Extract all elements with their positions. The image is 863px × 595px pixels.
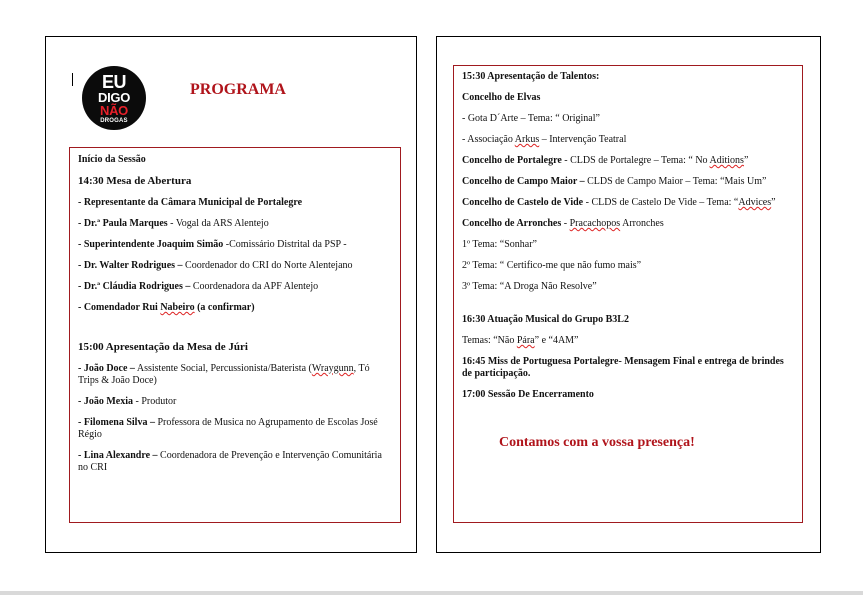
page-right xyxy=(436,36,821,553)
opening-item: - Dr.ª Cláudia Rodrigues – Coordenadora da APF Alentejo xyxy=(78,281,319,292)
program-box-left xyxy=(69,147,401,523)
logo-line-4: DROGAS xyxy=(100,117,128,124)
opening-item: - Superintendente Joaquim Simão -Comissário Distrital da PSP - xyxy=(78,239,347,250)
talents-heading: 15:30 Apresentação de Talentos: xyxy=(462,71,600,82)
miss-heading: 16:45 Miss de Portuguesa Portalegre- Mensagem Final e entrega de brindes de participação. xyxy=(462,356,784,379)
spacer xyxy=(462,302,794,314)
arronches-theme: 2º Tema: “ Certifico-me que não fumo mais” xyxy=(462,260,642,271)
closing-session: 17:00 Sessão De Encerramento xyxy=(462,389,594,400)
opening-heading: 14:30 Mesa de Abertura xyxy=(78,175,192,187)
concelho-castelo-vide: Concelho de Castelo de Vide - CLDS de Castelo De Vide – Tema: “Advices” xyxy=(462,197,776,208)
jury-item: - João Doce – Assistente Social, Percussionista/Baterista (Wraygunn, Tó Trips & João Doce) xyxy=(78,363,370,386)
arronches-theme: 1º Tema: “Sonhar” xyxy=(462,239,537,250)
arronches-theme: 3º Tema: “A Droga Não Resolve” xyxy=(462,281,597,292)
closing-message: Contamos com a vossa presença! xyxy=(499,435,695,450)
opening-item: - Dr. Walter Rodrigues – Coordenador do CRI do Norte Alentejano xyxy=(78,260,353,271)
jury-item: - Lina Alexandre – Coordenadora de Prevenção e Intervenção Comunitária no CRI xyxy=(78,450,382,473)
spacer xyxy=(78,323,392,341)
logo-line-3: NÃO xyxy=(100,102,128,118)
music-themes: Temas: “Não Pára” e “4AM” xyxy=(462,335,579,346)
jury-item: - Filomena Silva – Professora de Musica no Agrupamento de Escolas José Régio xyxy=(78,417,378,440)
elvas-item: - Associação Arkus – Intervenção Teatral xyxy=(462,134,627,145)
jury-heading: 15:00 Apresentação da Mesa de Júri xyxy=(78,341,248,353)
program-box-right xyxy=(453,65,803,523)
concelho-campo-maior: Concelho de Campo Maior – CLDS de Campo Maior – Tema: “Mais Um” xyxy=(462,176,767,187)
jury-item: - João Mexia - Produtor xyxy=(78,396,177,407)
bottom-bar xyxy=(0,591,863,595)
opening-item: - Dr.ª Paula Marques - Vogal da ARS Alentejo xyxy=(78,218,269,229)
text-cursor xyxy=(72,73,73,86)
opening-item: - Representante da Câmara Municipal de Portalegre xyxy=(78,197,303,208)
elvas-item: - Gota D´Arte – Tema: “ Original” xyxy=(462,113,600,124)
session-start: Início da Sessão xyxy=(78,154,146,165)
concelho-elvas: Concelho de Elvas xyxy=(462,92,541,103)
opening-item-comendador: - Comendador Rui Nabeiro (a confirmar) xyxy=(78,302,255,313)
concelho-arronches: Concelho de Arronches - Pracachopos Arronches xyxy=(462,218,664,229)
logo-line-2: DIGO xyxy=(97,89,131,105)
programa-title: PROGRAMA xyxy=(190,81,286,98)
page-left xyxy=(45,36,417,553)
logo-line-1: EU xyxy=(101,71,126,92)
eu-digo-nao-drogas-logo xyxy=(82,66,146,130)
music-heading: 16:30 Atuação Musical do Grupo B3L2 xyxy=(462,314,629,325)
concelho-portalegre: Concelho de Portalegre - CLDS de Portalegre – Tema: “ No Aditions” xyxy=(462,155,749,166)
